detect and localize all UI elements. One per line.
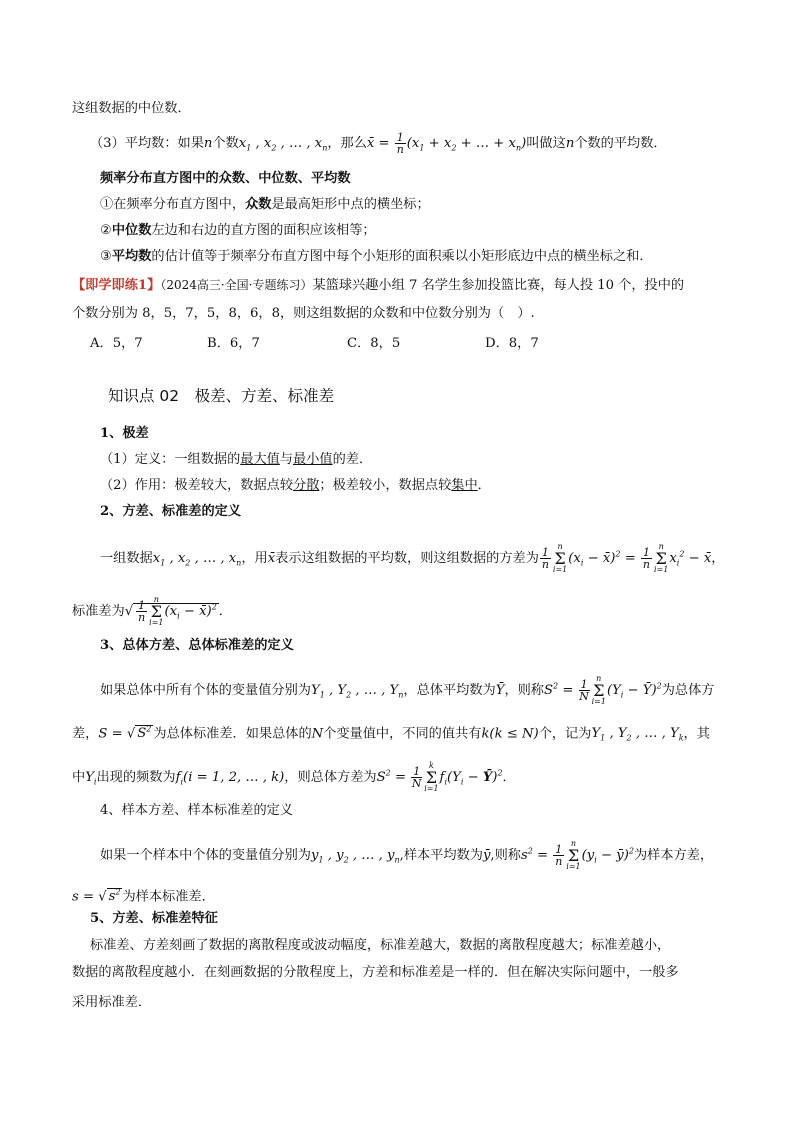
- range-def-tail: 的差．: [332, 452, 373, 467]
- range-use-conc: 集中: [451, 478, 478, 493]
- sample-l1c: ,则称: [490, 848, 521, 863]
- range-def-max: 最大值: [240, 452, 280, 467]
- sample-l1a: 如果一个样本中个体的变量值分别为: [100, 848, 311, 863]
- option-b: B．6，7: [207, 336, 260, 351]
- hist-item-3: ③平均数的估计值等于频率分布直方图中每个小矩形的面积乘以小矩形底边中点的横坐标之和．: [100, 249, 653, 264]
- sd-formula: √ $\frac{1}{n}$ n Σ i=1 ($x_i$ − x̄)$^2$: [124, 595, 217, 627]
- hist-item-1: ①在频率分布直方图中，众数是最高矩形中点的横坐标；: [100, 197, 430, 212]
- mean-tail2: 个数的平均数．: [574, 136, 667, 151]
- range-use-mid: ；极差较小，数据点较: [319, 478, 452, 493]
- mean-formula: x̄ = $\frac{1}{n}$ ($x_1 + x_2$ + … + $x_n$): [366, 131, 527, 156]
- sd-tail: ．: [218, 604, 232, 619]
- feature-line-2: 数据的离散程度越小．在刻画数据的分散程度上，方差和标准差是一样的．但在解决实际问题中，一般多: [72, 965, 679, 980]
- range-def-mid: 与: [279, 452, 294, 467]
- mean-then: ，那么: [327, 136, 367, 151]
- sample-line-1: 如果一个样本中个体的变量值分别为$y_1$ , $y_2$ , … , $y_n$,样本平均数为ȳ,则称$s^2$ = $\frac{1}{n}$ n Σ i=1 ($y_i$ − ȳ)$^2$为样本方差，: [100, 839, 714, 871]
- option-a: A．5，7: [90, 336, 143, 351]
- range-use-tail: ．: [477, 478, 491, 493]
- pop-line-2: 差，S = √ $S^2$ 为总体标准差．如果总体的N个变量值中，不同的值共有k(k ≤ N)个，记为$Y_1$ , $Y_2$ , … , $Y_k$，其: [72, 725, 710, 744]
- var-lead: 一组数据: [100, 551, 153, 566]
- mean-seq: $x_1$ , $x_2$ , … , $x_n$: [238, 136, 328, 153]
- pop-l1d: 为总体方: [661, 683, 715, 698]
- range-def-lead: （1）定义：一组数据的: [100, 452, 241, 467]
- exercise-line-1: [72, 276, 684, 295]
- sd-def: [72, 596, 232, 627]
- pop-heading: 3、总体方差、总体标准差的定义: [100, 638, 294, 653]
- exercise-tag: 【即学即练1】: [72, 278, 161, 293]
- mean-n-text: 个数: [212, 136, 239, 151]
- pop-l1a: 如果总体中所有个体的变量值分别为: [100, 683, 311, 698]
- pop-l2seq: $Y_1$ , $Y_2$ , … , $Y_k$: [591, 726, 684, 744]
- feature-line-1: 标准差、方差刻画了数据的离散程度或波动幅度，标准差越大，数据的离散程度越大；标准差越小，: [90, 938, 671, 953]
- pop-l3b: 出现的频数为: [96, 770, 176, 785]
- sample-l1formula: $s^2$ = $\frac{1}{n}$ n Σ i=1 ($y_i$ − ȳ)$^2$: [520, 839, 634, 871]
- range-use-spread: 分散: [293, 478, 320, 493]
- pop-l3d: ．: [502, 770, 516, 785]
- range-def: [100, 451, 372, 469]
- sample-heading: 4、样本方差、样本标准差的定义: [100, 803, 294, 818]
- pop-l2b: 为总体标准差．如果总体的: [153, 726, 312, 742]
- exercise-line-2: 个数分别为 8，5，7，5，8，6，8，则这组数据的众数和中位数分别为（ ）.: [72, 306, 535, 321]
- pop-l1b: ，总体平均数为: [403, 683, 496, 698]
- median-tail-text: 这组数据的中位数．: [72, 101, 191, 116]
- feature-line-3: 采用标准差．: [72, 995, 152, 1010]
- var-heading: 2、方差、标准差的定义: [100, 504, 242, 519]
- var-def: [100, 543, 724, 574]
- pop-l1seq: $Y_1$ , $Y_2$ , … , $Y_n$: [311, 683, 404, 700]
- feature-heading: 5、方差、标准差特征: [90, 911, 218, 926]
- pop-l2a: 差，: [72, 726, 99, 742]
- pop-l3f: $f_i(i = 1$, 2, … , k): [175, 770, 285, 787]
- option-d: D．8，7: [485, 336, 539, 351]
- pop-l2formula: S = √ $S^2$: [98, 725, 152, 742]
- pop-l3a: 中: [72, 770, 86, 785]
- var-seq: $x_1$ , $x_2$ , … , $x_n$: [152, 551, 242, 568]
- sample-l1b: ,样本平均数为: [399, 848, 483, 863]
- var-xbar: x̄: [267, 551, 276, 566]
- pop-l2d: 个，记为: [538, 726, 592, 742]
- option-c: C．8，5: [347, 336, 401, 351]
- section-title: 知识点 02 极差、方差、标准差: [108, 387, 335, 405]
- sample-l1seq: $y_1$ , $y_2$ , … , $y_n$: [311, 848, 400, 865]
- mean-tail: 叫做这: [526, 136, 566, 151]
- var-tail: ，: [711, 551, 725, 566]
- pop-l2k: k(k ≤ N): [481, 726, 539, 742]
- pop-line-3: 中$Y_i$出现的频数为$f_i(i = 1$, 2, … , k)，则总体方差为$S^2$ = $\frac{1}{N}$ k Σ i=1 $f_i(Y_i$ − Ȳ)$^2$．: [72, 761, 516, 793]
- pop-l3formula: $S^2$ = $\frac{1}{N}$ k Σ i=1 $f_i(Y_i$ − Ȳ)$^2$: [376, 761, 503, 793]
- var-mid2: 表示这组数据的平均数，则这组数据的方差为: [275, 551, 539, 566]
- pop-l3c: ，则总体方差为: [284, 770, 377, 785]
- pop-line-1: 如果总体中所有个体的变量值分别为$Y_1$ , $Y_2$ , … , $Y_n$，总体平均数为Ȳ，则称$S^2$ = $\frac{1}{N}$ n Σ i=1 ($Y_i$ − Ȳ)$^2$为总体方: [100, 674, 715, 706]
- sample-l1d: 为样本方差，: [633, 848, 714, 863]
- hist-item-2: ②中位数左边和右边的直方图的面积应该相等；: [100, 223, 376, 238]
- var-mid: ，用: [241, 551, 268, 566]
- sample-line-2: [72, 884, 215, 906]
- pop-l1c: ，则称: [504, 683, 544, 698]
- range-heading: 1、极差: [100, 426, 149, 441]
- range-use: [100, 477, 491, 495]
- hist-title: 频率分布直方图中的众数、中位数、平均数: [100, 171, 351, 186]
- pop-l2c: 个变量值中，不同的值共有: [323, 726, 482, 742]
- pop-l2e: ，其: [683, 726, 710, 742]
- mean-definition: （3）平均数：如果n个数$x_1$ , $x_2$ , … , $x_n$，那么x̄ = $\frac{1}{n}$ ($x_1 + x_2$ + … + $x_n$)叫做这n个数的平均数．: [90, 131, 667, 156]
- mean-lead: （3）平均数：如果: [90, 136, 204, 151]
- exercise-source: （2024高三·全国·专题练习）: [160, 278, 313, 292]
- pop-l1formula: $S^2$ = $\frac{1}{N}$ n Σ i=1 ($Y_i$ − Ȳ)$^2$: [544, 674, 662, 706]
- range-def-min: 最小值: [293, 452, 333, 467]
- sample-l2formula: s = √ $s^2$: [72, 888, 121, 905]
- range-use-lead: （2）作用：极差较大，数据点较: [100, 478, 294, 493]
- sample-l2a: 为样本标准差．: [122, 889, 215, 905]
- var-formula: $\frac{1}{n}$ n Σ i=1 ($x_i$ − x̄)$^2$ = $\frac{1}{n}$ n Σ i=1 $x_i^2$ − x̄: [541, 542, 712, 574]
- exercise-line1: 某篮球兴趣小组 7 名学生参加投篮比赛，每人投 10 个，投中的: [312, 278, 685, 293]
- sd-lead: 标准差为: [72, 604, 125, 619]
